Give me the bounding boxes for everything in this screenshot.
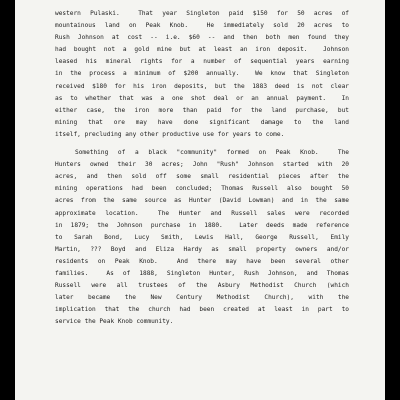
text-line: Martin, ??? Boyd and Eliza Hardy as small property owners and/or — [55, 245, 349, 253]
text-line: acres from the same source as Hunter (David Lowman) and in the same — [55, 197, 349, 205]
document-body — [55, 8, 349, 328]
text-line: had bought not a gold mine but at least an iron deposit. Johnson — [55, 46, 349, 54]
text-line: acres, and then sold off some small residential pieces after the — [55, 173, 349, 181]
text-line: western Pulaski. That year Singleton paid $150 for 50 acres of — [55, 10, 349, 17]
text-line: later became the New Century Methodist Church), with the — [55, 294, 349, 302]
text-line: Something of a black "community" formed on Peak Knob. The — [75, 149, 349, 157]
paragraph-2 — [55, 147, 349, 328]
text-line: mountainous land on Peak Knob. He immediately sold 20 acres to — [55, 22, 349, 30]
text-line: to Sarah Bond, Lucy Smith, Lewis Hall, George Russell, Emily — [55, 233, 349, 241]
text-line: received $180 for his iron deposits, but the 1883 deed is not clear — [55, 82, 349, 90]
text-line: in the process a minimum of $200 annually. We know that Singleton — [55, 70, 349, 78]
text-line: itself, precluding any other productive use for years to come. — [55, 130, 285, 138]
text-line: implication that the church had been created at least in part to — [55, 306, 349, 314]
text-line: mining operations had been concluded; Thomas Russell also bought 50 — [55, 185, 349, 193]
text-line: mining that ore may have done significant damage to the land — [55, 118, 349, 126]
text-line: families. As of 1888, Singleton Hunter, Rush Johnson, and Thomas — [55, 269, 349, 277]
text-line: as to whether that was a one shot deal or an annual payment. In — [55, 94, 349, 102]
text-line: service the Peak Knob community. — [55, 318, 174, 326]
text-line: either case, the iron more than paid for the land purchase, but — [55, 106, 349, 114]
text-line: Hunters owned their 30 acres; John "Rush" Johnson started with 20 — [55, 161, 349, 169]
text-line: residents on Peak Knob. And there may have been several other — [55, 257, 349, 265]
paragraph-1 — [55, 8, 349, 141]
text-line: approximate location. The Hunter and Russell sales were recorded — [55, 209, 349, 217]
document-page — [15, 0, 385, 400]
text-line: Russell were all trustees of the Asbury Methodist Church (which — [55, 282, 349, 290]
text-line: in 1879; the Johnson purchase in 1880. Later deeds made reference — [55, 221, 349, 229]
text-line: Rush Johnson at cost -- i.e. $60 -- and then both men found they — [55, 34, 349, 42]
text-line: leased his mineral rights for a number of sequential years earning — [55, 58, 349, 66]
